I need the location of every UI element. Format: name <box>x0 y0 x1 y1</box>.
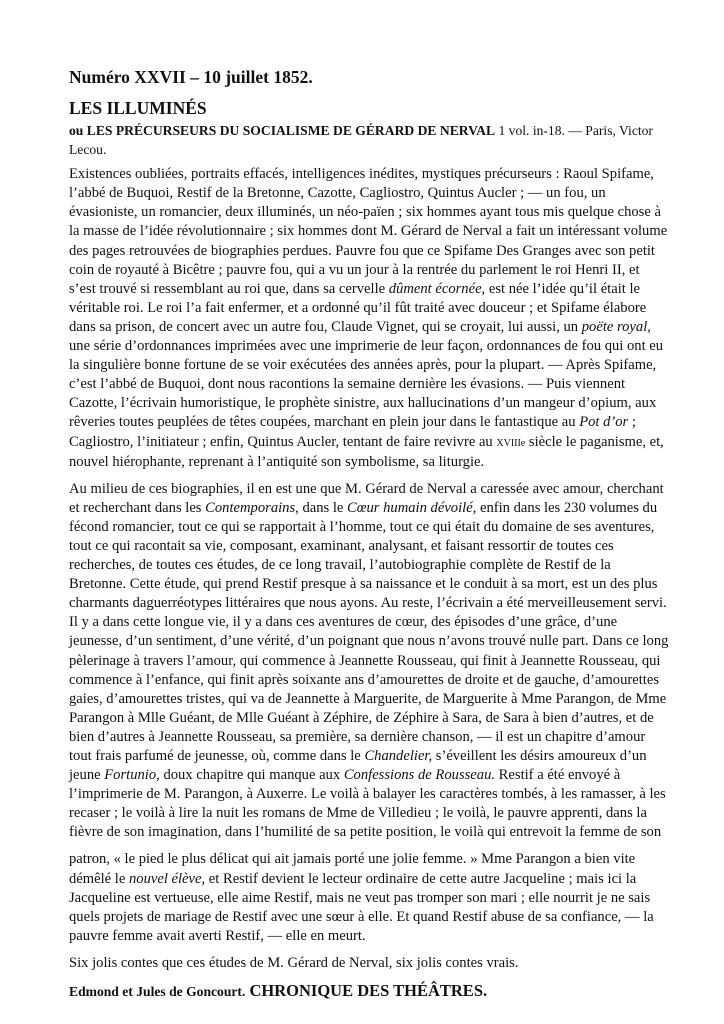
italic-run: Chandelier, <box>364 748 433 764</box>
text-run: doux chapitre qui manque aux <box>159 767 344 784</box>
text-run: Existences oubliées, portraits effacés, intelligences inédites, mystiques précurseurs : Raoul Spifame, l’abbé de Buquoi, Restif de la Bretonne, Cazotte, Cagliostro, Quintus Aucler ; — un fou, un évasioniste, un romancier, deux illuminés, un néo-païen ; six hommes ayant tous mis quelque chose à la masse de l’idée révolutionnaire ; six hommes dont M. Gérard de Nerval a fait un intéressant volume des pages retrouvées de biographies perdues. Pauvre fou que ce Spifame Des Granges avec son petit coin de royauté à Bicêtre ; pauvre fou, qui a vu un jour à la rentrée du parlement le roi Henri II, et s’est trouvé si ressemblant au roi que, dans sa cervelle <box>69 166 668 297</box>
text-run: dans le <box>298 499 348 516</box>
text-run: patron, « le pied le plus délicat qui ait jamais porté une jolie femme. » Mme Parangon a bien vite démêlé le <box>69 851 636 887</box>
text-run: s’éveillent les désirs amoureux d’un jeune <box>69 748 647 784</box>
italic-run: nouvel élève, <box>128 870 206 887</box>
paragraph-2 <box>69 480 669 843</box>
text-run: Au milieu de ces biographies, il en est une que M. Gérard de Nerval a caressée avec amour, cherchant et recherchant dans les <box>69 480 664 516</box>
century-smallcaps: XVIIIe <box>496 437 526 449</box>
italic-run: Pot d’or <box>579 414 629 431</box>
article-title: LES ILLUMINÉS <box>69 98 207 118</box>
subtitle-meta: 1 vol. in-18. — Paris, Victor Lecou. <box>69 123 653 157</box>
text-run: une série d’ordonnances imprimées avec une imprimerie de leur façon, ordonnances de fou qui ont eu la singulière bonne fortune de se voir exécutées des années après, pour la plupart. — Après Spifame, c’est l’abbé de Buquoi, dont nous racontions la semaine dernière les évasions. — Puis viennent Cazotte, l’écrivain humoristique, le prophète sinistre, aux hallucinations d’un mangeur d’opium, aux rêveries toutes peuplées de têtes coupées, marchant en plein jour dans le fantastique au <box>69 338 664 431</box>
subtitle-lead: ou LES PRÉCURSEURS DU SOCIALISME DE GÉRARD DE NERVAL <box>69 123 496 138</box>
footer-credit <box>69 981 669 1001</box>
italic-run: Contemporains, <box>205 499 299 516</box>
text-run: est née l’idée qu’il était le véritable roi. Le roi l’a fait enfermer, et a ordonné qu’il fût traité avec douceur ; et Spifame élabore dans sa prison, de concert avec un autre fou, Claude Vignet, qui se croyait, lui aussi, un <box>69 280 647 335</box>
paragraph-3 <box>69 850 669 945</box>
article-page <box>69 66 669 1001</box>
italic-run: poëte royal, <box>581 318 651 335</box>
text-run: et Restif devient le lecteur ordinaire de cette autre Jacqueline ; mais ici la Jacqueline est vertueuse, elle aime Restif, mais ne veut pas tromper son mari ; elle nourrit je ne sais quels projets de mariage de Restif avec une sœur à elle. Et quand Restif abuse de sa confiance, — la pauvre femme avait averti Restif, — elle en meurt. <box>69 870 654 944</box>
italic-run: dûment écornée, <box>388 280 486 297</box>
paragraph-4: Six jolis contes que ces études de M. Gérard de Nerval, six jolis contes vrais. <box>69 954 519 971</box>
text-run: enfin dans les 230 volumes du fécond romancier, tout ce qui se rapportait à l’homme, tout ce qui était du domaine de ses aventures, tout ce qui racontait sa vie, composant, examinant, analysant, et faisant ressortir de toutes ces recherches, de toutes ces études, de ce long travail, l’autobiographie complète de Restif de la Bretonne. Cette étude, qui prend Restif presque à sa naissance et le conduit à sa mort, est un des plus charmants daguerréotypes littéraires que nous ayons. Au reste, l’écrivain a été merveilleusement servi. Il y a dans cette longue vie, il y a dans ces aventures de cœur, des épisodes d’une grâce, d’une jeunesse, d’un sentiment, d’une vérité, d’un poignant que nous n’avons trouvé nulle part. Dans ce long pèlerinage à travers l’amour, qui commence à Jeannette Rousseau, qui finit à Jeannette Rousseau, qui commence à l’enfance, qui finit après soixante ans d’amourettes de droite et de gauche, d’amourettes gaies, d’amourettes tristes, qui va de Jeannette à Marguerite, de Marguerite à Mme Parangon, de Mme Parangon à Mlle Guéant, de Mlle Guéant à Zéphire, de Zéphire à Sara, de Sara à bien d’autres, et de bien d’autres à Jeannette Rousseau, sa première, sa dernière chanson, — il est un chapitre d’amour tout frais parfumé de jeunesse, où, comme dans le <box>69 499 669 764</box>
italic-run: Cœur humain dévoilé, <box>347 499 477 516</box>
italic-run: Confessions de Rousseau. <box>343 767 496 784</box>
paragraph-1 <box>69 165 669 472</box>
text-run: Restif a été envoyé à l’imprimerie de M. Parangon, à Auxerre. Le voilà à balayer les caractères tombés, à les ramasser, à les recaser ; le voilà à lire la nuit les romans de Mme de Villedieu ; le voilà, le pauvre apprenti, dans la fièvre de son imagination, dans l’humilité de sa petite position, le voilà qui entrevoit la femme de son <box>69 767 666 841</box>
text-run: siècle le paganisme, et, nouvel hiérophante, reprenant à l’antiquité son symbolisme, sa liturgie. <box>69 433 664 470</box>
text-run: ; Cagliostro, l’initiateur ; enfin, Quintus Aucler, tentant de faire revivre au <box>69 414 636 450</box>
next-section-title: CHRONIQUE DES THÉÂTRES. <box>245 981 488 1001</box>
footer-authors: Edmond et Jules de Goncourt. <box>69 984 246 1000</box>
italic-run: Fortunio, <box>104 767 160 784</box>
article-subtitle <box>69 122 669 159</box>
issue-heading: Numéro XXVII – 10 juillet 1852. <box>69 67 313 87</box>
